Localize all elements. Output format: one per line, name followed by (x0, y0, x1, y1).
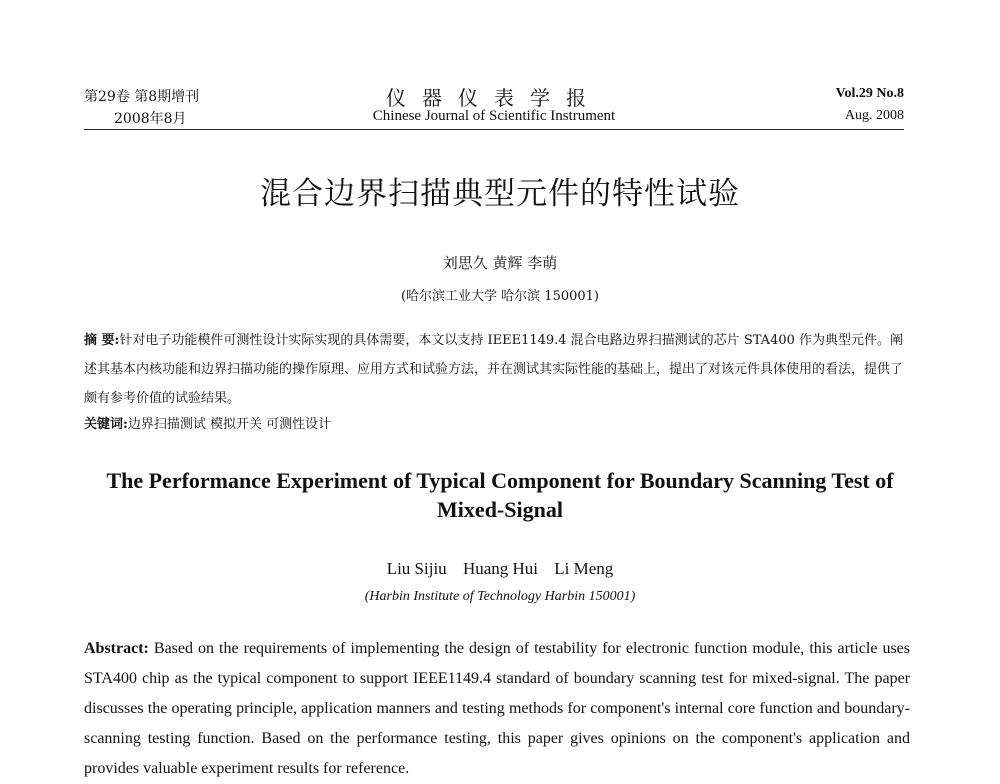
chinese-keywords-text: 边界扫描测试 模拟开关 可测性设计 (127, 417, 332, 432)
chinese-keywords (84, 413, 908, 432)
english-title: The Performance Experiment of Typical Component for Boundary Scanning Test of Mixed-Signal (106, 468, 894, 522)
english-abstract (84, 634, 910, 784)
journal-name-en: Chinese Journal of Scientific Instrument (372, 108, 616, 124)
english-abstract-label: Abstract: (84, 640, 149, 657)
chinese-abstract-label: 摘 要: (84, 333, 120, 348)
english-abstract-text: Based on the requirements of implementing the design of testability for electronic function module, this article uses STA400 chip as the typical component to support IEEE1149.4 standard of boundary scanning test for mixed-signal. The paper discusses the operating principle, application manners and testing methods for component's internal core function and boundary-scanning testing function. Based on the performance testing, this paper gives opinions on the component's application and provides valuable experiment results for reference. (84, 640, 911, 777)
english-affiliation: (Harbin Institute of Technology Harbin 150001) (364, 589, 636, 604)
chinese-abstract (84, 326, 908, 413)
chinese-authors: 刘思久 黄辉 李萌 (442, 254, 558, 272)
volume-number-en: Vol.29 No.8 (835, 86, 904, 101)
header-divider (84, 129, 904, 130)
journal-header (84, 82, 904, 128)
english-authors (0, 559, 1000, 579)
author-name: Liu Sijiu (386, 559, 447, 578)
chinese-abstract-text: 针对电子功能模件可测性设计实际实现的具体需要，本文以支持 IEEE1149.4 混合电路边界扫描测试的芯片 STA400 作为典型元件。阐述其基本内核功能和边界扫描功能的操作原理、应用方式和试验方法，并在测试其实际性能的基础上，提出了对该元件具体使用的看法，提供了颇有参考价值的试验结果。 (84, 333, 904, 406)
chinese-title: 混合边界扫描典型元件的特性试验 (260, 176, 740, 212)
author-name: Li Meng (554, 559, 614, 578)
chinese-affiliation: (哈尔滨工业大学 哈尔滨 150001) (400, 289, 600, 304)
journal-name-cn: 仪器仪表学报 (386, 86, 602, 110)
issue-date-en: Aug. 2008 (844, 108, 904, 123)
chinese-keywords-label: 关键词: (84, 417, 128, 432)
issue-date-cn: 2008年8月 (114, 111, 187, 127)
author-name: Huang Hui (462, 559, 539, 578)
volume-issue: 第29卷 第8期增刊 (84, 89, 200, 105)
